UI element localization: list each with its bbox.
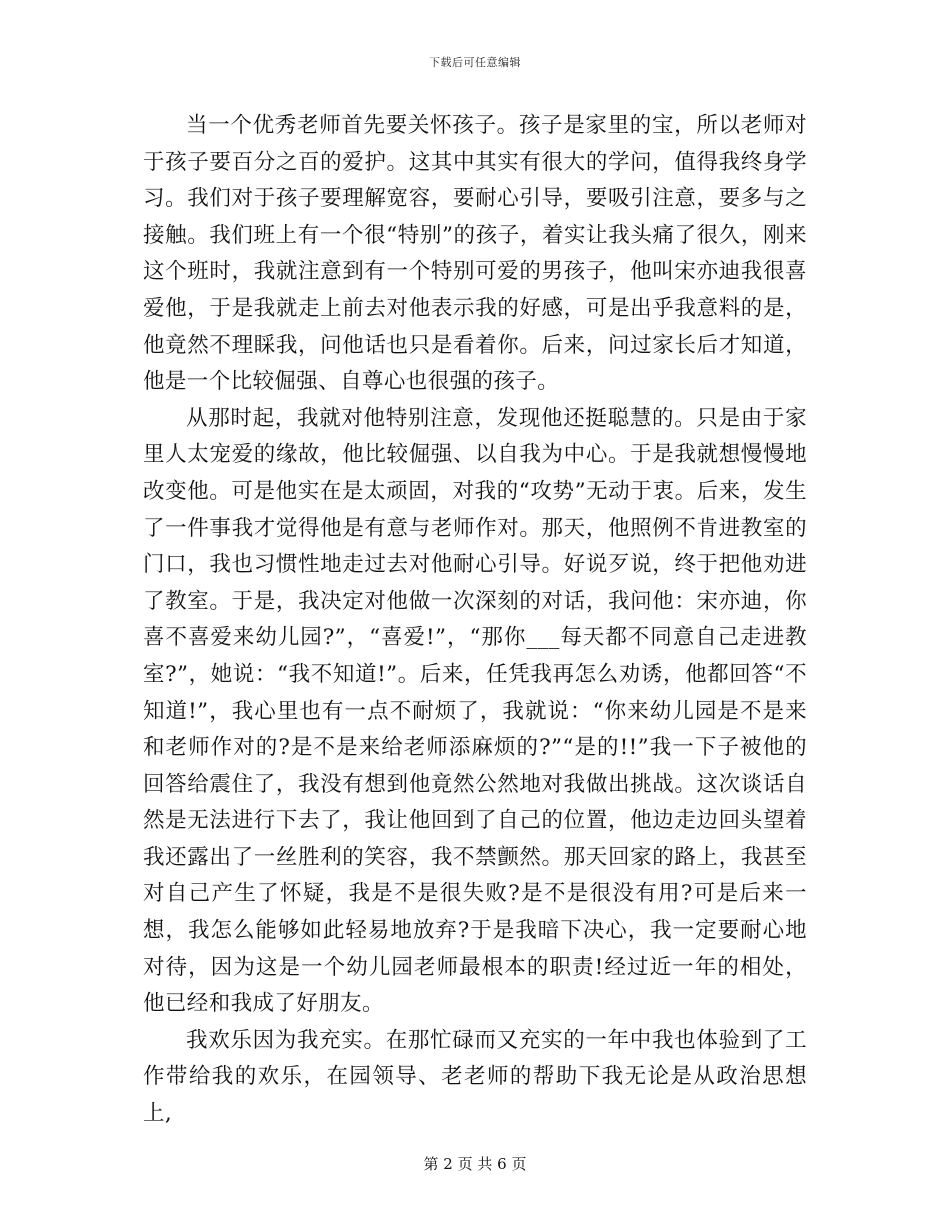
paragraph-3: 我欢乐因为我充实。在那忙碌而又充实的一年中我也体验到了工作带给我的欢乐，在园领导、老老师的帮助下我无论是从政治思想上, [143,1027,807,1127]
page-header-note: 下载后可任意编辑 [429,56,521,69]
paragraph-2: 从那时起，我就对他特别注意，发现他还挺聪慧的。只是由于家里人太宠爱的缘故，他比较倔强、以自我为中心。于是我就想慢慢地改变他。可是他实在是太顽固，对我的“攻势”无动于衷。后来，发生了一件事我才觉得他是有意与老师作对。那天，他照例不肯进教室的门口，我也习惯性地走过去对他耐心引导。好说歹说，终于把他劝进了教室。于是，我决定对他做一次深刻的对话，我问他：宋亦迪，你喜不喜爱来幼儿园?”，“喜爱!”，“那你___每天都不同意自己走进教室?”，她说：“我不知道!”。后来，任凭我再怎么劝诱，他都回答“不知道!”，我心里也有一点不耐烦了，我就说：“你来幼儿园是不是来和老师作对的?是不是来给老师添麻烦的?”“是的!!”我一下子被他的回答给震住了，我没有想到他竟然公然地对我做出挑战。这次谈话自然是无法进行下去了，我让他回到了自己的位置，他边走边回头望着我还露出了一丝胜利的笑容，我不禁颤然。那天回家的路上，我甚至对自己产生了怀疑，我是不是很失败?是不是很没有用?可是后来一想，我怎么能够如此轻易地放弃?于是我暗下决心，我一定要耐心地对待，因为这是一个幼儿园老师最根本的职责!经过近一年的相处，他已经和我成了好朋友。 [143,405,807,1017]
document-body [143,108,807,1133]
page-number: 第 2 页 共 6 页 [423,1155,527,1173]
paragraph-1: 当一个优秀老师首先要关怀孩子。孩子是家里的宝，所以老师对于孩子要百分之百的爱护。这其中其实有很大的学问，值得我终身学习。我们对于孩子要理解宽容，要耐心引导，要吸引注意，要多与之接触。我们班上有一个很“特别”的孩子，着实让我头痛了很久，刚来这个班时，我就注意到有一个特别可爱的男孩子，他叫宋亦迪我很喜爱他，于是我就走上前去对他表示我的好感，可是出乎我意料的是，他竟然不理睬我，问他话也只是看着你。后来，问过家长后才知道，他是一个比较倔强、自尊心也很强的孩子。 [143,113,807,395]
